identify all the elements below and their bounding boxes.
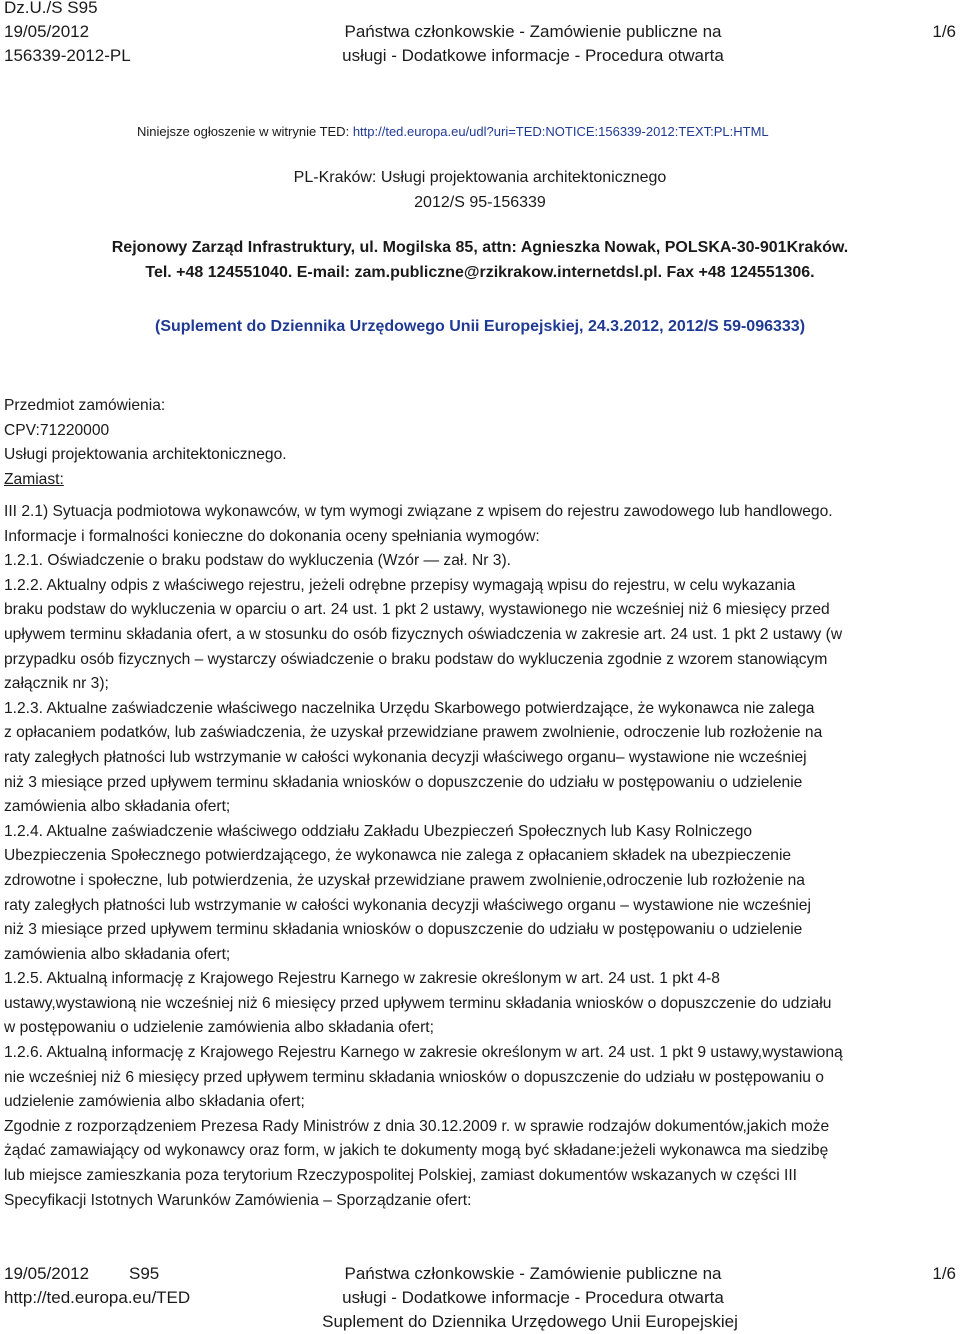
footer-title-line2: usługi - Dodatkowe informacje - Procedura otwarta [342,1288,724,1307]
footer-url[interactable]: http://ted.europa.eu/TED [4,1288,191,1307]
ted-notice-link[interactable]: http://ted.europa.eu/udl?uri=TED:NOTICE:156339-2012:TEXT:PL:HTML [352,124,769,139]
header-title-line2: usługi - Dodatkowe informacje - Procedura otwarta [342,46,724,65]
contact-details: Tel. +48 124551040. E-mail: zam.publiczne@rzikrakow.internetdsl.pl. Fax +48 124551306. [145,264,815,281]
notice-title: PL-Kraków: Usługi projektowania architektonicznego [293,169,667,186]
body-line: nie wcześniej niż 6 miesięcy przed upływem terminu składania wniosków o dopuszczenie do udziału w postępowaniu o [4,1068,824,1086]
body-line: zdrowotne i społeczne, lub potwierdzenia, że uzyskał przewidziane prawem zwolnienie,odroczenie lub rozłożenie na [4,871,805,889]
body-line: braku podstaw do wykluczenia w oparciu o art. 24 ust. 1 pkt 2 ustawy, wystawionego nie wcześniej niż 6 miesięcy przed [4,601,830,619]
body-line: zamówienia albo składania ofert; [4,945,231,963]
subject-label: Przedmiot zamówienia: [4,397,166,414]
body-line: 1.2.6. Aktualną informację z Krajowego Rejestru Karnego w zakresie określonym w art. 24 ust. 1 pkt 9 ustawy,wystawioną [4,1044,843,1062]
instead-label: Zamiast: [4,470,64,488]
footer-title-line1: Państwa członkowskie - Zamówienie publiczne na [344,1264,722,1283]
footer-date: 19/05/2012 [4,1264,90,1283]
body-line: upływem terminu składania ofert, a w stosunku do osób fizycznych oświadczenia w zakresie art. 24 ust. 1 pkt 2 ustawy (w [4,625,843,643]
body-line: lub miejsce zamieszkania poza terytorium Rzeczypospolitej Polskiej, zamiast dokumentów wskazanych w części III [4,1167,797,1185]
body-line: udzielenie zamówienia albo składania ofert; [4,1093,305,1111]
ted-intro [137,124,769,139]
body-line: ustawy,wystawioną nie wcześniej niż 6 miesięcy przed upływem terminu składania wniosków o dopuszczenie do udziału [4,994,832,1012]
header-notice-ref: 156339-2012-PL [4,46,131,65]
body-line: Zgodnie z rozporządzeniem Prezesa Rady Ministrów z dnia 30.12.2009 r. w sprawie rodzajów dokumentów,jakich może [4,1117,830,1135]
body-line: żądać zamawiający od wykonawcy oraz form, w jakich te dokumenty mogą być składane:jeżeli wykonawca ma siedzibę [4,1142,829,1160]
body-line: Ubezpieczenia Społecznego potwierdzającego, że wykonawca nie zalega z opłacaniem składek na ubezpieczenie [4,847,792,865]
body-line: zamówienia albo składania ofert; [4,798,231,816]
supplement-prefix: (Suplement do Dziennika Urzędowego Unii Europejskiej, 24.3.2012, [154,318,669,335]
body-line: z opłacaniem podatków, lub zaświadczenia, że uzyskał przewidziane prawem zwolnienie, odroczenie lub rozłożenie na [4,724,823,742]
body-line: Specyfikacji Istotnych Warunków Zamówienia – Sporządzanie ofert: [4,1191,472,1209]
header-date: 19/05/2012 [4,22,90,41]
cpv-code: CPV:71220000 [4,421,110,439]
body-line: niż 3 miesiące przed upływem terminu składania wniosków o dopuszczenie do udziału w postępowaniu o udzielenie [4,921,803,939]
body-line: 1.2.2. Aktualny odpis z właściwego rejestru, jeżeli odrębne przepisy wymagają wpisu do rejestru, w celu wykazania [4,576,796,594]
header-page-number: 1/6 [932,22,956,41]
ted-intro-text: Niniejsze ogłoszenie w witrynie TED: [137,124,350,139]
body-line: przypadku osób fizycznych – wystarczy oświadczenie o braku podstaw do wykluczenia zgodnie z wzorem stanowiącym [4,650,828,668]
body-line: III 2.1) Sytuacja podmiotowa wykonawców, w tym wymogi związane z wpisem do rejestru zawodowego lub handlowego. [4,503,833,520]
supplement-reference [0,318,960,336]
body-line: Informacje i formalności konieczne do dokonania oceny spełniania wymogów: [4,527,540,545]
body-line: raty zaległych płatności lub wstrzymanie w całości wykonania decyzji właściwego organu– wystawione nie wcześniej [4,748,807,766]
body-line: załącznik nr 3); [4,675,109,693]
body-line: 1.2.5. Aktualną informację z Krajowego Rejestru Karnego w zakresie określonym w art. 24 ust. 1 pkt 4-8 [4,970,720,988]
supplement-suffix: ) [799,318,806,335]
footer-page-number: 1/6 [932,1264,956,1283]
body-line: niż 3 miesiące przed upływem terminu składania wniosków o dopuszczenie do udziału w postępowaniu o udzielenie [4,773,803,791]
supplement-link[interactable]: 2012/S 59-096333 [668,318,800,335]
body-line: 1.2.3. Aktualne zaświadczenie właściwego naczelnika Urzędu Skarbowego potwierdzające, że wykonawca nie zalega [4,699,815,717]
header-title-line1: Państwa członkowskie - Zamówienie publiczne na [344,22,722,41]
contracting-authority-address: Rejonowy Zarząd Infrastruktury, ul. Mogilska 85, attn: Agnieszka Nowak, POLSKA-30-901Kraków. [111,239,849,256]
subject-description: Usługi projektowania architektonicznego. [4,446,287,464]
footer-title-line3: Suplement do Dziennika Urzędowego Unii Europejskiej [322,1312,738,1331]
notice-number: 2012/S 95-156339 [414,194,546,211]
notice-body [4,500,956,1213]
body-line: 1.2.1. Oświadczenie o braku podstaw do wykluczenia (Wzór — zał. Nr 3). [4,552,512,570]
journal-ref: Dz.U./S S95 [4,0,98,17]
subject-section [4,394,287,492]
body-line: w postępowaniu o udzielenie zamówienia albo składania ofert; [4,1019,434,1037]
footer-series: S95 [129,1264,160,1283]
body-line: 1.2.4. Aktualne zaświadczenie właściwego oddziału Zakładu Ubezpieczeń Społecznych lub Kasy Rolniczego [4,822,753,840]
body-line: raty zaległych płatności lub wstrzymanie w całości wykonania decyzji właściwego organu – wystawione nie wcześniej [4,896,811,914]
